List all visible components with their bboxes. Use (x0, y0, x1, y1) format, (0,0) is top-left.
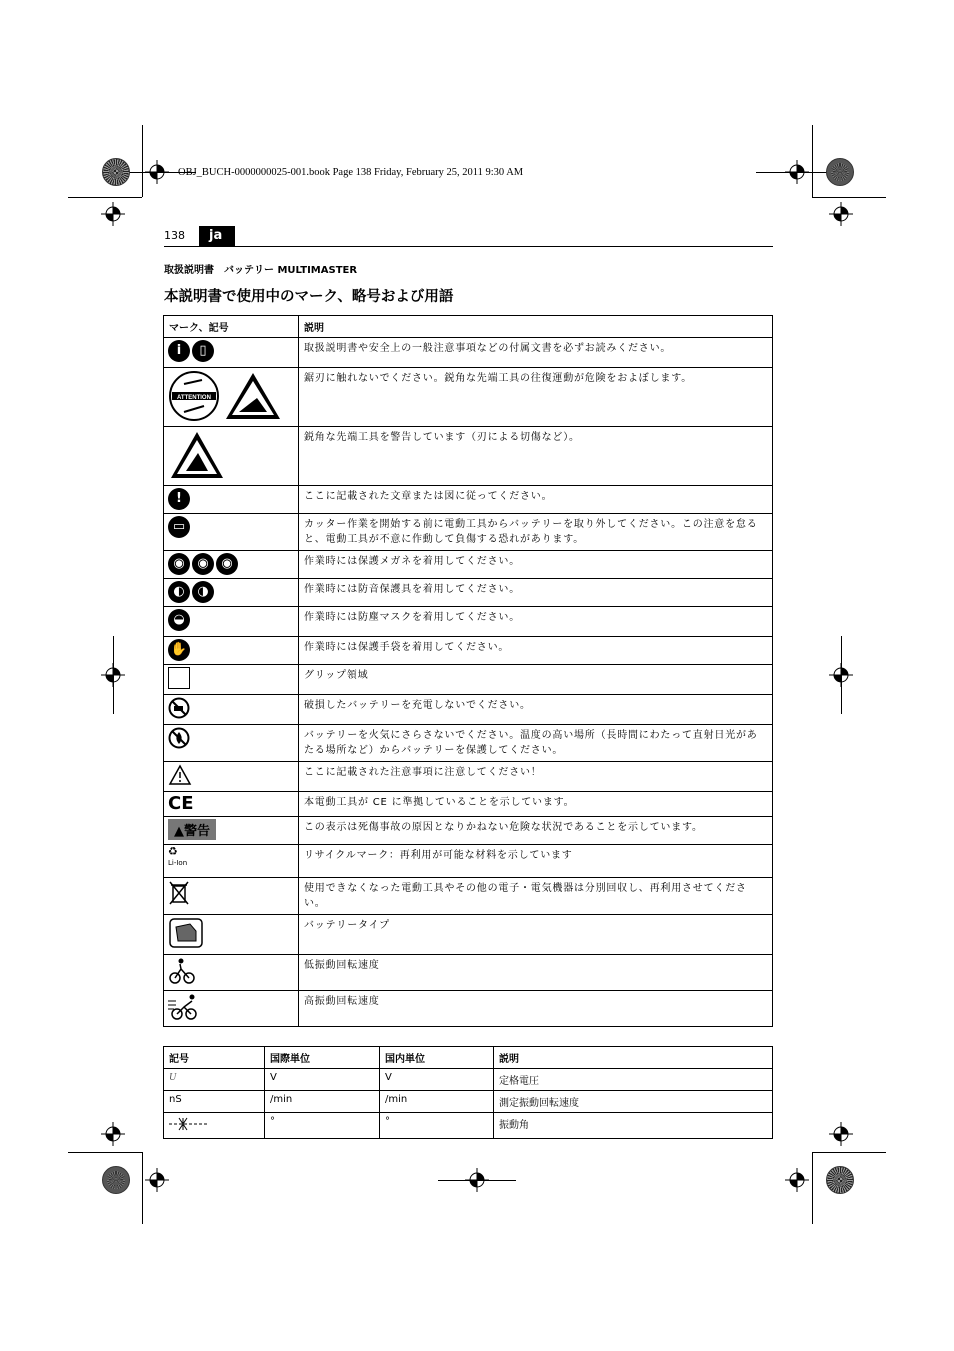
slow-cyclist-icon (168, 957, 196, 985)
column-header: 国際単位 (265, 1047, 380, 1069)
crop-mark (68, 197, 142, 198)
caution-triangle-icon (168, 764, 192, 786)
table-row (164, 665, 773, 695)
registration-mark-icon (101, 663, 125, 687)
goggles-icon: ◉ (168, 553, 190, 575)
running-title: 取扱説明書 バッテリー MULTIMASTER (164, 265, 358, 276)
section-heading: 本説明書で使用中のマーク、略号および用語 (164, 289, 454, 305)
table-row (164, 878, 773, 915)
row-text: ここに記載された注意事項に注意してください！ (299, 762, 773, 792)
table-row (164, 1069, 773, 1091)
table-row (164, 368, 773, 427)
table-row (164, 1113, 773, 1139)
column-header: マーク、記号 (164, 316, 299, 338)
crop-mark (812, 1152, 886, 1153)
crop-mark (812, 197, 886, 198)
cell: V (380, 1069, 494, 1091)
grip-area-icon (168, 667, 190, 689)
registration-mark-icon (829, 663, 853, 687)
table-row (164, 915, 773, 955)
table-row (164, 1091, 773, 1113)
table-row (164, 762, 773, 792)
row-text: 作業時には保護手袋を着用してください。 (299, 637, 773, 665)
table-row (164, 845, 773, 878)
header-rule (164, 246, 773, 247)
row-text: 鋸刃に触れないでください。鋭角な先端工具の往復運動が危険をおよぼします。 (299, 368, 773, 427)
registration-mark-icon (785, 1168, 809, 1192)
column-header: 記号 (164, 1047, 265, 1069)
table-row (164, 338, 773, 368)
color-disc-icon (102, 1166, 130, 1194)
row-text: 高振動回転速度 (299, 991, 773, 1027)
units-table (163, 1046, 773, 1139)
face-shield-icon: ◉ (192, 553, 214, 575)
table-row (164, 695, 773, 725)
table-row (164, 637, 773, 665)
table-row (164, 817, 773, 845)
crop-mark (142, 125, 143, 197)
no-fire-icon (168, 727, 190, 749)
marks-table (163, 315, 773, 1027)
row-text: バッテリーを火気にさらさないでください。温度の高い場所（長時間にわたって直射日光があたる場所など）からバッテリーを保護してください。 (299, 725, 773, 762)
safety-glasses-icon: ◉ (216, 553, 238, 575)
row-text: 破損したバッテリーを充電しないでください。 (299, 695, 773, 725)
row-text: 低振動回転速度 (299, 955, 773, 991)
li-ion-label: Li-Ion (168, 859, 188, 867)
row-text: 作業時には防塵マスクを着用してください。 (299, 607, 773, 637)
registration-mark-icon (829, 202, 853, 226)
row-text: 鋭角な先端工具を警告しています（刃による切傷など）。 (299, 427, 773, 486)
no-charge-damaged-battery-icon (168, 697, 190, 719)
crop-mark (812, 1152, 813, 1224)
table-header-row (164, 316, 773, 338)
registration-mark-icon (465, 1168, 489, 1192)
symbol-cell: U (164, 1069, 265, 1091)
column-header: 説明 (494, 1047, 773, 1069)
page-number: 138 (164, 229, 185, 242)
cell: ° (265, 1113, 380, 1139)
cell: 測定振動回転速度 (494, 1091, 773, 1113)
table-row (164, 486, 773, 514)
blade-warning-triangle-icon (223, 370, 283, 422)
warning-label-icon: ▲警告 (168, 819, 216, 840)
row-text: 本電動工具が CE に準拠していることを示しています。 (299, 792, 773, 817)
cell: 定格電圧 (494, 1069, 773, 1091)
file-slug: OBJ_BUCH-0000000025-001.book Page 138 Friday, February 25, 2011 9:30 AM (178, 167, 524, 178)
remove-battery-icon: ▭ (168, 516, 190, 538)
registration-mark-icon (145, 1168, 169, 1192)
ce-mark-icon: CE (168, 793, 194, 814)
cell: ° (380, 1113, 494, 1139)
row-text: ここに記載された文章または図に従ってください。 (299, 486, 773, 514)
manual-book-icon: ▯ (192, 340, 214, 362)
registration-mark-icon (101, 202, 125, 226)
row-text: カッター作業を開始する前に電動工具からバッテリーを取り外してください。この注意を怠ると、電動工具が不意に作動して負傷する恐れがあります。 (299, 514, 773, 551)
crop-mark (68, 1152, 142, 1153)
symbol-cell: nS (164, 1091, 265, 1113)
column-header: 説明 (299, 316, 773, 338)
crop-mark (142, 1152, 143, 1224)
battery-type-icon (168, 917, 204, 949)
table-header-row (164, 1047, 773, 1069)
row-text: 作業時には防音保護具を着用してください。 (299, 579, 773, 607)
table-row (164, 792, 773, 817)
ear-muff-icon: ◑ (192, 581, 214, 603)
color-disc-icon (826, 1166, 854, 1194)
table-row (164, 551, 773, 579)
row-text: リサイクルマーク：再利用が可能な材料を示しています (299, 845, 773, 878)
fast-cyclist-icon (168, 993, 200, 1021)
column-header: 国内単位 (380, 1047, 494, 1069)
row-text: 使用できなくなった電動工具やその他の電子・電気機器は分別回収し、再利用させてください。 (299, 878, 773, 915)
color-disc-icon (826, 158, 854, 186)
row-text: バッテリータイプ (299, 915, 773, 955)
table-row (164, 579, 773, 607)
registration-mark-icon (829, 1122, 853, 1146)
registration-mark-icon (145, 160, 169, 184)
dust-mask-icon: ◒ (168, 609, 190, 631)
svg-text:ATTENTION: ATTENTION (177, 395, 211, 401)
table-row (164, 991, 773, 1027)
language-badge: ja (199, 226, 235, 246)
table-row (164, 955, 773, 991)
attention-blade-icon (168, 370, 220, 422)
oscillation-angle-icon (169, 1116, 209, 1132)
table-row (164, 725, 773, 762)
registration-mark-icon (785, 160, 809, 184)
row-text: 取扱説明書や安全上の一般注意事項などの付属文書を必ずお読みください。 (299, 338, 773, 368)
sharp-tool-warning-icon (168, 429, 226, 481)
read-manual-icon: i (168, 340, 190, 362)
registration-mark-icon (101, 1122, 125, 1146)
warning-label-text: 警告 (184, 824, 211, 839)
mandatory-exclamation-icon: ! (168, 488, 190, 510)
gloves-icon: ✋ (168, 639, 190, 661)
row-text: グリップ領域 (299, 665, 773, 695)
table-row (164, 514, 773, 551)
crossed-bin-icon (168, 880, 190, 906)
color-disc-icon (102, 158, 130, 186)
cell: /min (380, 1091, 494, 1113)
ear-protection-icon: ◐ (168, 581, 190, 603)
table-row (164, 607, 773, 637)
cell: V (265, 1069, 380, 1091)
recycle-li-ion-icon: ♻ Li-Ion (168, 845, 188, 867)
cell: 振動角 (494, 1113, 773, 1139)
table-row (164, 427, 773, 486)
row-text: この表示は死傷事故の原因となりかねない危険な状況であることを示しています。 (299, 817, 773, 845)
cell: /min (265, 1091, 380, 1113)
row-text: 作業時には保護メガネを着用してください。 (299, 551, 773, 579)
crop-mark (812, 125, 813, 197)
